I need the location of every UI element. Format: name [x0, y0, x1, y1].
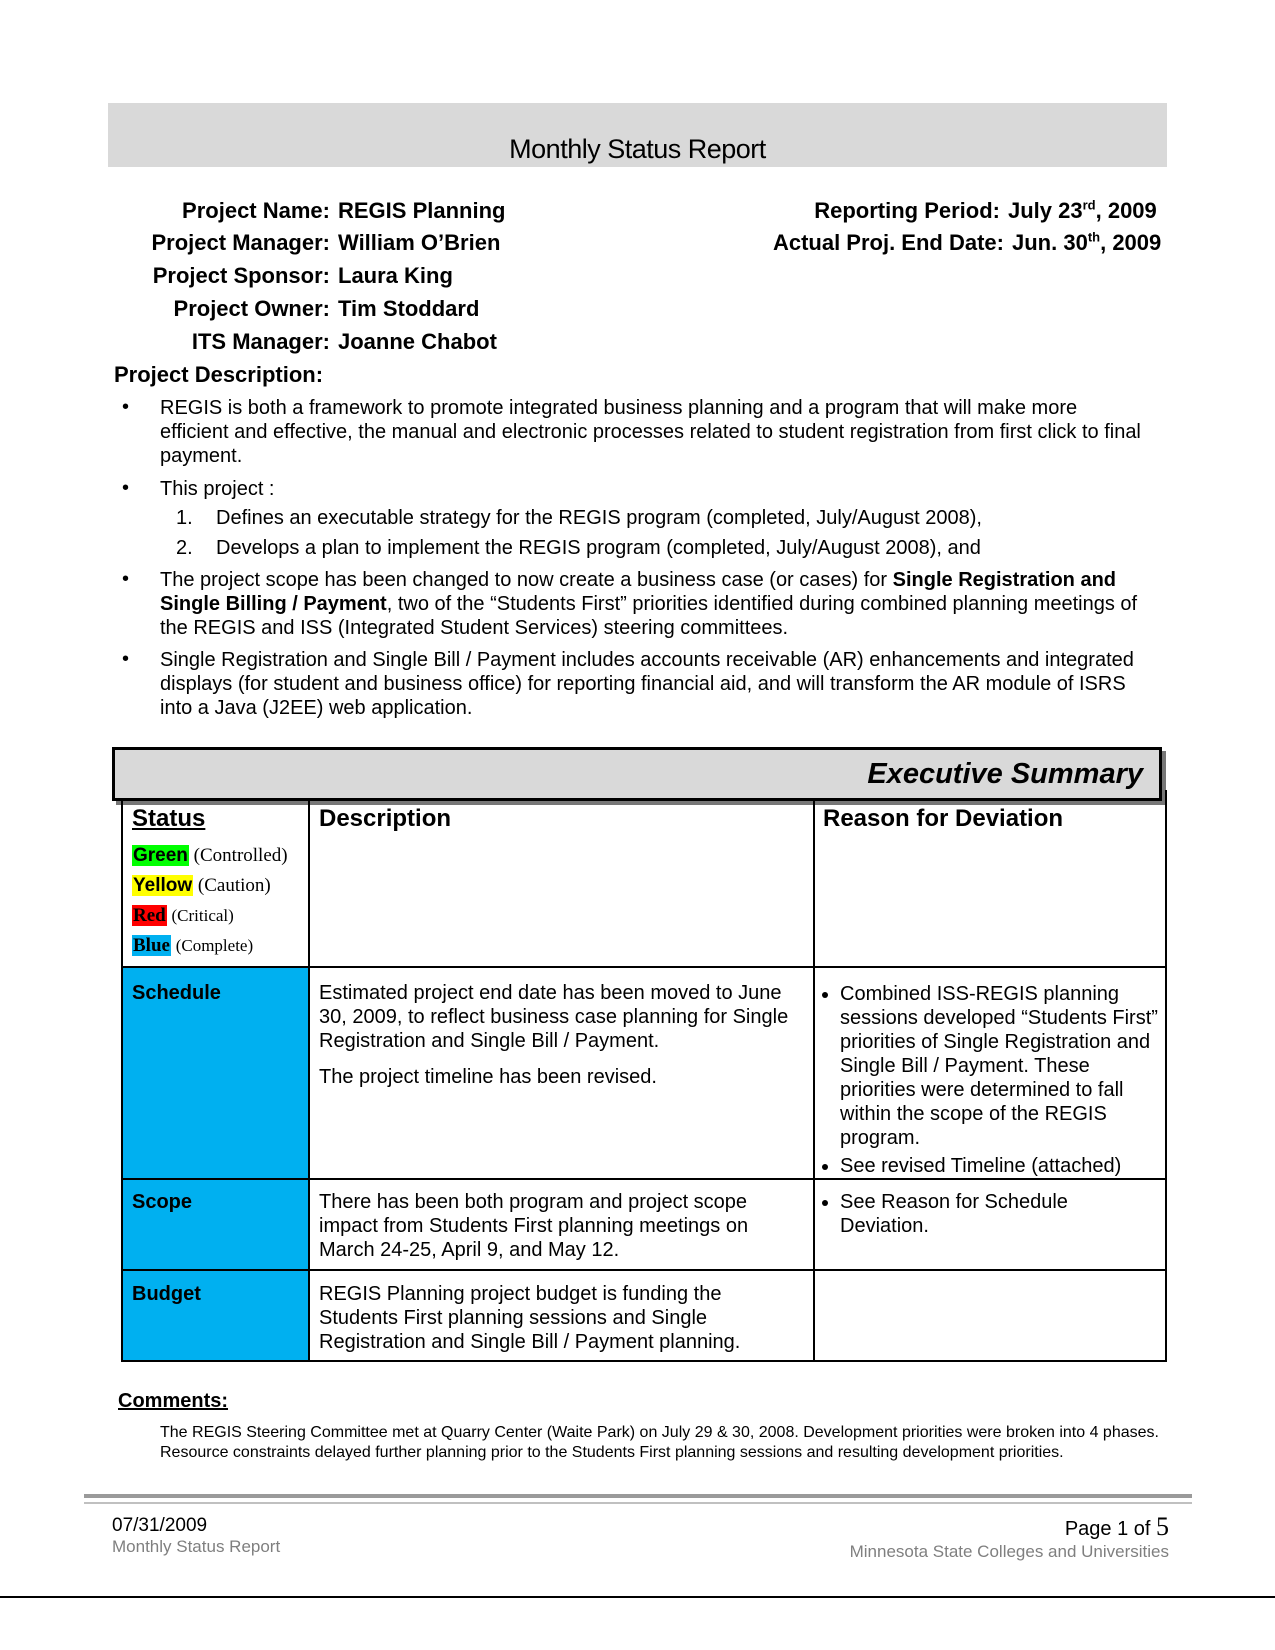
project-sponsor-value: Laura King: [338, 263, 453, 288]
project-manager-label: Project Manager:: [151, 230, 330, 255]
page-number: Page 1 of 5: [1064, 1512, 1169, 1541]
executive-summary-title: Executive Summary: [867, 758, 1143, 790]
bullet-marker: •: [122, 477, 130, 499]
scope-description: There has been both program and project scope impact from Students First planning meetings on March 24-25, April 9, and May 12.: [319, 1191, 749, 1261]
footer-left: [112, 1515, 280, 1557]
footer-doc-name: Monthly Status Report: [112, 1537, 281, 1556]
bullet-marker: •: [122, 396, 130, 418]
footer-right: [850, 1512, 1169, 1562]
budget-label: Budget: [132, 1283, 201, 1305]
table-divider: [813, 800, 815, 1362]
reporting-period-label: Reporting Period:: [814, 198, 1000, 223]
description-bullet-4: Single Registration and Single Bill / Payment includes accounts receivable (AR) enhancements and integrated displays (for student and business office) for reporting financial aid, and will transform the AR module of ISRS into a Java (J2EE) web application.: [160, 649, 1134, 719]
list-number: 2.: [176, 537, 193, 559]
page-bottom-rule: [0, 1596, 1275, 1598]
legend-yellow: Yellow (Caution): [133, 875, 271, 896]
status-header: Status: [132, 805, 206, 832]
project-owner-label: Project Owner:: [173, 296, 330, 321]
project-owner-value: Tim Stoddard: [338, 296, 480, 321]
description-bullet-2: This project :: [160, 478, 275, 500]
table-border-bottom: [121, 1360, 1167, 1362]
schedule-label: Schedule: [132, 982, 221, 1004]
description-bullet-1: REGIS is both a framework to promote integrated business planning and a program that will make more efficient and effective, the manual and electronic processes related to student registration from first click to final payment.: [160, 397, 1141, 467]
list-number: 1.: [176, 507, 193, 529]
project-name-label: Project Name:: [182, 198, 330, 223]
scope-reason: • See Reason for Schedule Deviation.: [820, 1190, 1150, 1242]
schedule-reason: • Combined ISS-REGIS planning sessions developed “Students First” priorities of Single Registration and Single Bill / Payment. These priorities were determined to fall within the scope of the REGIS program. • See revised Timeline (attached): [820, 982, 1160, 1182]
description-header: Description: [319, 805, 452, 832]
footer-org: Minnesota State Colleges and Universities: [849, 1542, 1169, 1561]
description-numbered-1: Defines an executable strategy for the REGIS program (completed, July/August 2008),: [216, 507, 982, 529]
footer-date: 07/31/2009: [112, 1515, 208, 1536]
comments-heading: Comments:: [118, 1390, 229, 1412]
table-border-right: [1165, 790, 1167, 1362]
end-date-label: Actual Proj. End Date:: [772, 230, 1004, 255]
bullet-marker: •: [122, 648, 130, 670]
legend-red: Red (Critical): [133, 905, 234, 926]
its-manager-label: ITS Manager:: [191, 329, 330, 354]
executive-summary-banner: [112, 747, 1162, 801]
reason-header: Reason for Deviation: [823, 805, 1064, 832]
reporting-period-value: July 23rd, 2009: [1008, 197, 1157, 223]
table-border-left: [121, 800, 123, 1362]
description-bullet-3: The project scope has been changed to now create a business case (or cases) for Single Registration and Single Billing / Payment, two of the “Students First” priorities identified during combined planning meetings of the REGIS and ISS (Integrated Student Services) steering committees.: [160, 569, 1138, 639]
table-row-divider: [121, 1269, 1167, 1271]
budget-description: REGIS Planning project budget is funding the Students First planning sessions and Single Registration and Single Bill / Payment planning.: [319, 1283, 741, 1353]
project-sponsor-label: Project Sponsor:: [152, 263, 330, 288]
scope-label: Scope: [132, 1191, 193, 1213]
page-title: Monthly Status Report: [509, 134, 766, 164]
description-heading: Project Description:: [114, 362, 324, 387]
table-divider: [308, 800, 310, 1362]
project-manager-value: William O’Brien: [338, 230, 501, 255]
footer-rule: [84, 1494, 1192, 1498]
its-manager-value: Joanne Chabot: [338, 329, 497, 354]
footer-rule: [84, 1502, 1192, 1504]
bullet-marker: •: [122, 568, 130, 590]
comments-text: The REGIS Steering Committee met at Quarry Center (Waite Park) on July 29 & 30, 2008. Development priorities were broken into 4 phases. Resource constraints delayed further planning prior to the Students First planning sessions and resulting development priorities.: [160, 1424, 1159, 1461]
table-row-divider: [121, 966, 1167, 968]
legend-blue: Blue (Complete): [133, 935, 254, 956]
project-name-value: REGIS Planning: [338, 198, 506, 223]
legend-green: Green (Controlled): [133, 845, 288, 866]
end-date-value: Jun. 30th, 2009: [1012, 229, 1162, 255]
description-numbered-2: Develops a plan to implement the REGIS program (completed, July/August 2008), and: [216, 537, 981, 559]
schedule-description: Estimated project end date has been moved to June 30, 2009, to reflect business case planning for Single Registration and Single Bill / Payment. The project timeline has been revised.: [319, 982, 789, 1088]
